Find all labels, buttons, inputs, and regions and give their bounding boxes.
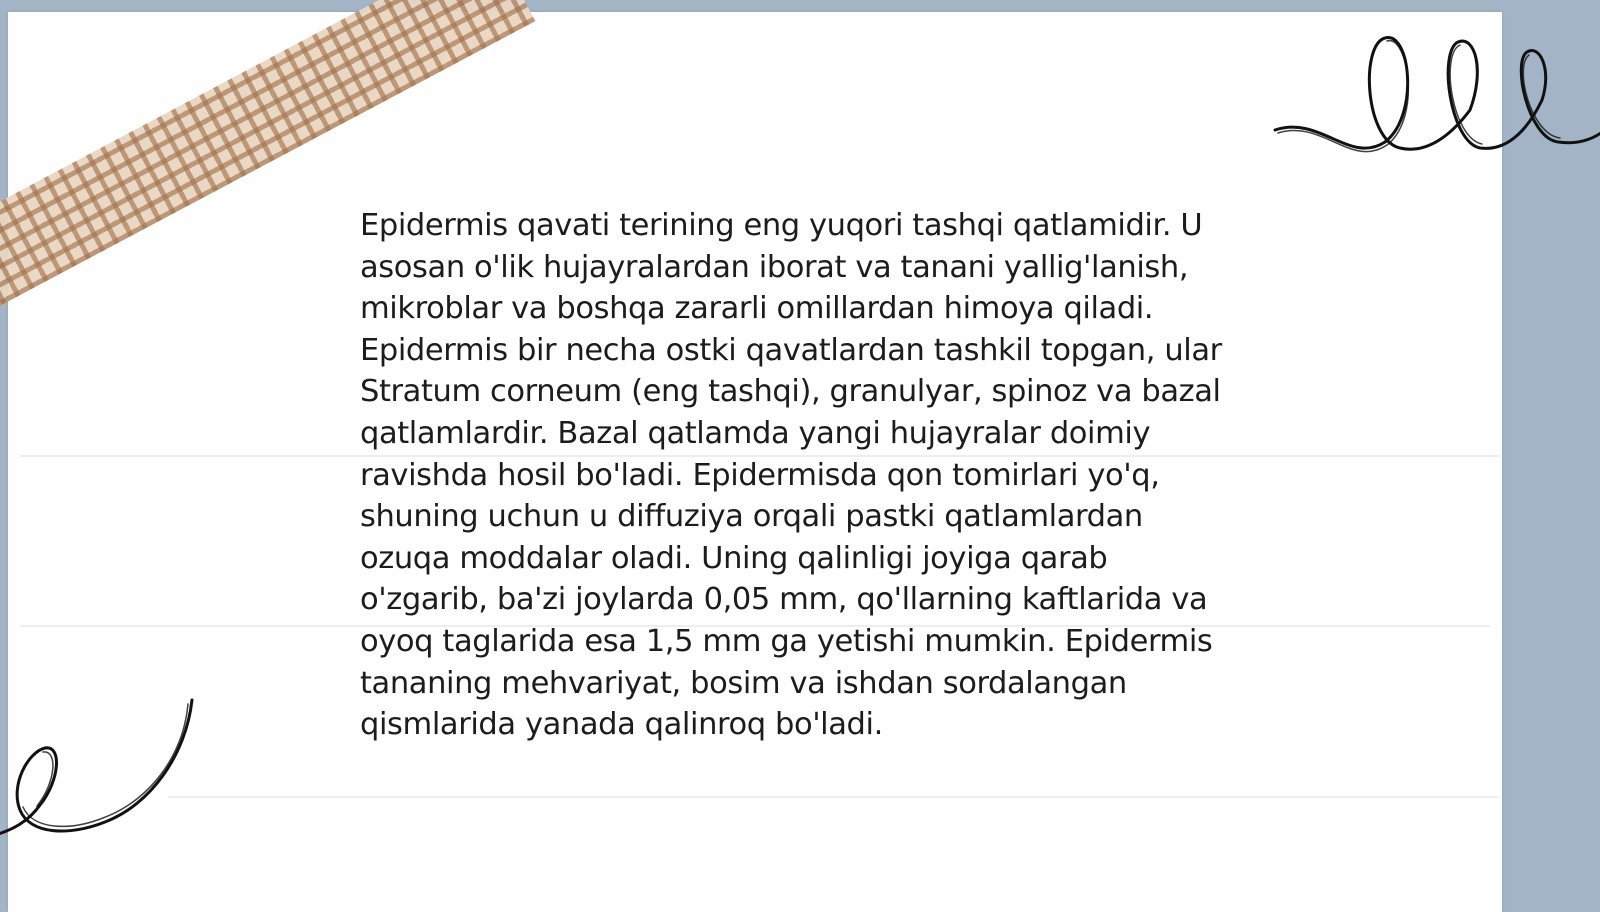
ruled-line (168, 796, 1498, 798)
swirl-scribble-icon (0, 700, 200, 850)
loop-scribble-icon (1290, 30, 1600, 170)
body-paragraph: Epidermis qavati terining eng yuqori tashqi qatlamidir. U asosan o'lik hujayralardan iborat va tanani yallig'lanish, mikroblar va boshqa zararli omillardan himoya qiladi. Epidermis bir necha ostki qavatlardan tashkil topgan, ular Stratum corneum (eng tashqi), granulyar, spinoz va bazal qatlamlardir. Bazal qatlamda yangi hujayralar doimiy ravishda hosil bo'ladi. Epidermisda qon tomirlari yo'q, shuning uchun u diffuziya orqali pastki qatlamlardan ozuqa moddalar oladi. Uning qalinligi joyiga qarab o'zgarib, ba'zi joylarda 0,05 mm, qo'llarning kaftlarida va oyoq taglarida esa 1,5 mm ga yetishi mumkin. Epidermis tananing mehvariyat, bosim va ishdan sordalangan qismlarida yanada qalinroq bo'ladi. (360, 208, 1222, 743)
